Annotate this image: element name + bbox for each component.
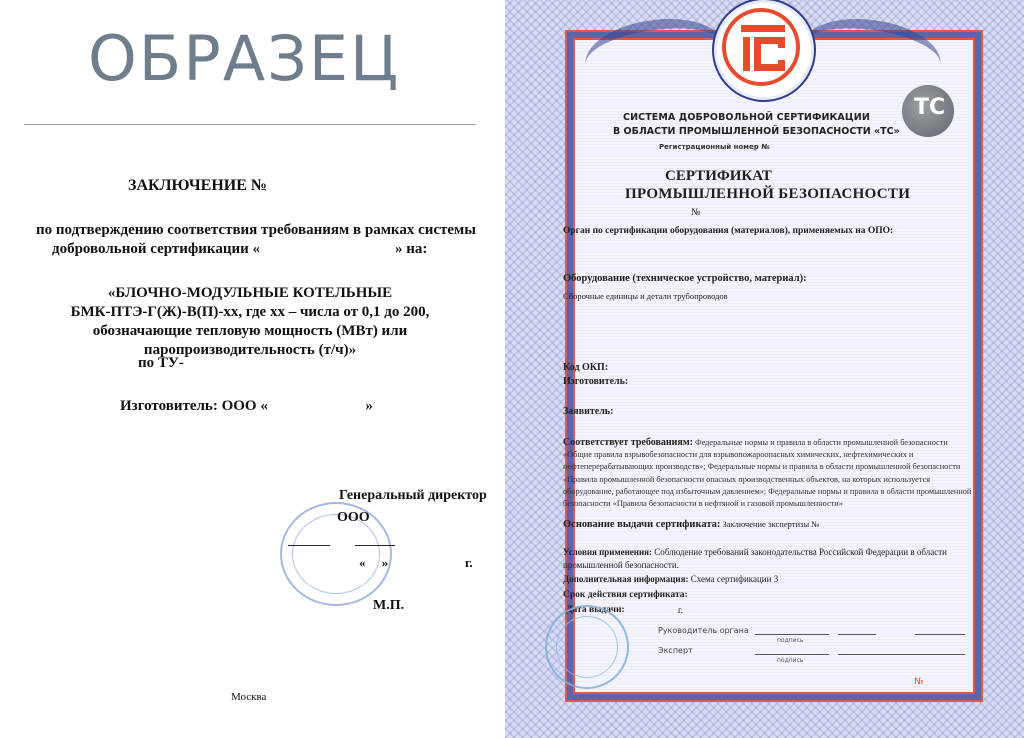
stamp-place-label: М.П. — [373, 598, 405, 613]
conditions-label: Условия применения: — [563, 547, 653, 557]
signature-caption: подпись — [777, 637, 804, 644]
equipment-label: Оборудование (техническое устройство, материал): — [563, 273, 807, 284]
basis-value: Заключение экспертизы № — [722, 519, 820, 529]
manufacturer: Изготовитель: ООО « » — [120, 398, 373, 414]
serial-number-label: № — [914, 677, 924, 687]
certificate-stamp-icon — [545, 605, 629, 689]
additional-info — [563, 574, 778, 584]
additional-info-label: Дополнительная информация: — [563, 574, 689, 584]
certificate-document — [505, 0, 1024, 738]
tc-logo-icon — [714, 0, 814, 100]
hologram-icon: TC — [902, 85, 954, 137]
conclusion-document — [0, 0, 500, 738]
requirements — [563, 437, 975, 510]
additional-info-value: Схема сертификации 3 — [690, 574, 779, 584]
conclusion-subtitle-line2: добровольной сертификации « » на: — [52, 241, 428, 257]
manufacturer-label: Изготовитель: — [563, 376, 629, 387]
head-name-line — [838, 634, 876, 635]
applicant-label: Заявитель: — [563, 406, 614, 417]
certificate-title: СЕРТИФИКАТ — [665, 168, 772, 184]
product-line: паропроизводительность (т/ч)» — [143, 342, 357, 358]
certificate-subtitle: ПРОМЫШЛЕННОЙ БЕЗОПАСНОСТИ — [625, 186, 911, 202]
city: Москва — [231, 691, 267, 703]
expert-name-line — [838, 654, 965, 655]
conditions-value: Соблюдение требований законодательства Российской Федерации в области промышленной безопасности. — [563, 547, 947, 570]
name-line — [355, 545, 395, 546]
basis — [563, 519, 819, 530]
sample-watermark: ОБРАЗЕЦ — [88, 22, 401, 95]
conclusion-title: ЗАКЛЮЧЕНИЕ № — [128, 177, 267, 194]
requirements-text: Федеральные нормы и правила в области промышленной безопасности «Общие правила взрывобезопасности для взрывопожароопасных химических, нефтехимических и нефтеперерабатывающих производств»; Федеральные нормы и правила в области промышленной безопасности «Правила промышленной безопасности опасных производственных объектов, на которых используется оборудование, работающее под избыточным давлением»; Федеральные нормы и правила в области промышленной безопасности «Правила безопасности в нефтяной и газовой промышленности» — [563, 438, 972, 509]
head-signature-line — [755, 634, 829, 635]
certification-body-label: Орган по сертификации оборудования (материалов), применяемых на ОПО: — [563, 226, 894, 236]
signature-caption: подпись — [777, 657, 804, 664]
conclusion-subtitle-line1: по подтверждению соответствия требованиям в рамках системы — [36, 222, 476, 238]
system-name-line2: В ОБЛАСТИ ПРОМЫШЛЕННОЙ БЕЗОПАСНОСТИ «ТС» — [613, 126, 900, 137]
issue-date-label: Дата выдачи: — [566, 605, 625, 615]
signature-year-suffix: г. — [465, 555, 473, 570]
validity-term-label: Срок действия сертификата: — [563, 590, 688, 600]
okp-code-label: Код ОКП: — [563, 362, 609, 373]
expert-label: Эксперт — [658, 646, 693, 655]
signer-company: ООО — [337, 510, 370, 525]
signature-line — [288, 545, 330, 546]
signer-position: Генеральный директор — [339, 488, 487, 503]
stamp-seal-icon — [280, 502, 392, 606]
signature-date: « » — [359, 555, 389, 570]
requirements-label: Соответствует требованиям: — [563, 437, 693, 448]
signature-block — [275, 480, 495, 640]
expert-signature-line — [755, 654, 829, 655]
registration-number: Регистрационный номер № — [659, 143, 770, 151]
product-line: «БЛОЧНО-МОДУЛЬНЫЕ КОТЕЛЬНЫЕ — [107, 285, 393, 301]
certificate-number: № — [691, 207, 701, 218]
issue-date-suffix: г. — [678, 605, 683, 615]
product-line: БМК-ПТЭ-Г(Ж)-В(П)-хх, где хх – числа от 0,1 до 200, — [70, 304, 430, 320]
equipment-value: Сборочные единицы и детали трубопроводов — [563, 291, 728, 301]
system-name-line1: СИСТЕМА ДОБРОВОЛЬНОЙ СЕРТИФИКАЦИИ — [623, 112, 870, 123]
conditions — [563, 546, 973, 571]
head-extra-line — [915, 634, 965, 635]
product-description — [60, 284, 440, 360]
divider — [24, 124, 476, 125]
head-of-body-label: Руководитель органа — [658, 626, 749, 635]
product-line: обозначающие тепловую мощность (МВт) или — [92, 323, 408, 339]
basis-label: Основание выдачи сертификата: — [563, 519, 721, 530]
tech-spec: по ТУ- — [138, 355, 184, 371]
